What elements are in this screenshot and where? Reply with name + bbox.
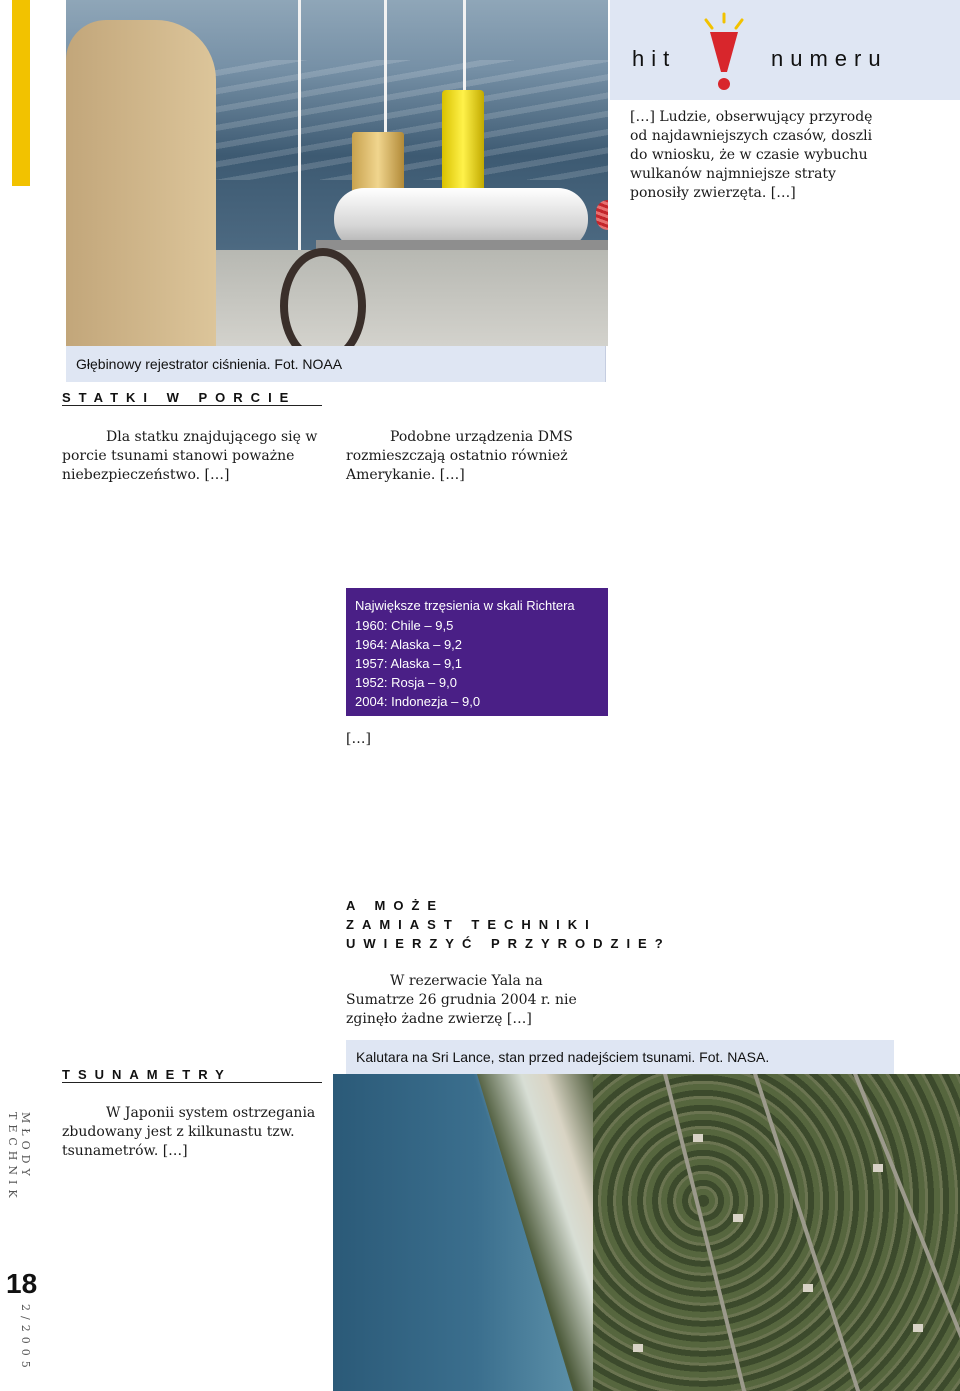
heading-rule bbox=[62, 1082, 322, 1083]
heading-a-moze-2: ZAMIAST TECHNIKI bbox=[346, 917, 597, 932]
column-middle bbox=[346, 428, 608, 485]
paragraph: […] Ludzie, obserwujący przyrodę od najdawniejszych czasów, doszli do wniosku, że w czasie wybuchu wulkanów najmniejsze straty ponosiły zwierzęta. […] bbox=[630, 109, 873, 201]
heading-a-moze-1: A MOŻE bbox=[346, 898, 445, 913]
column-middle-lower bbox=[346, 730, 608, 749]
richter-row: 1964: Alaska – 9,2 bbox=[355, 637, 463, 652]
accent-bar bbox=[12, 0, 30, 186]
page-number: 18 bbox=[6, 1268, 38, 1299]
heading-rule bbox=[62, 405, 322, 406]
richter-title: Największe trzęsienia w skali Richtera bbox=[355, 598, 575, 613]
column-a-moze bbox=[346, 972, 608, 1029]
issue-number: 2/2005 bbox=[19, 1304, 32, 1373]
paragraph: Dla statku znajdującego się w porcie tsunami stanowi poważne niebezpieczeństwo. […] bbox=[62, 429, 318, 483]
kalutara-satellite-photo bbox=[333, 1074, 960, 1391]
paragraph: […] bbox=[346, 731, 371, 747]
richter-row: 2004: Indonezja – 9,0 bbox=[355, 694, 481, 709]
heading-tsunametry: TSUNAMETRY bbox=[62, 1067, 232, 1082]
bottom-photo-caption: Kalutara na Sri Lance, stan przed nadejściem tsunami. Fot. NASA. bbox=[346, 1040, 894, 1074]
column-right bbox=[630, 108, 892, 203]
paragraph: Podobne urządzenia DMS rozmieszczają ostatnio również Amerykanie. […] bbox=[346, 429, 573, 483]
richter-row: 1957: Alaska – 9,1 bbox=[355, 656, 463, 671]
magazine-name: MŁODY TECHNIK bbox=[6, 1112, 32, 1203]
heading-statki: STATKI W PORCIE bbox=[62, 390, 297, 405]
column-tsunametry bbox=[62, 1104, 322, 1161]
pressure-recorder-photo bbox=[66, 0, 608, 346]
paragraph: W rezerwacie Yala na Sumatrze 26 grudnia 2004 r. nie zginęło żadne zwierzę […] bbox=[346, 973, 577, 1027]
exclamation-mark-icon bbox=[700, 12, 748, 94]
header-hit: hit bbox=[632, 46, 677, 71]
paragraph: W Japonii system ostrzegania zbudowany jest z kilkunastu tzw. tsunametrów. […] bbox=[62, 1105, 316, 1159]
heading-a-moze-3: UWIERZYĆ PRZYRODZIE? bbox=[346, 936, 671, 951]
richter-sidebar bbox=[346, 588, 608, 716]
richter-row: 1960: Chile – 9,5 bbox=[355, 618, 454, 633]
header-numeru: numeru bbox=[771, 46, 888, 71]
richter-row: 1952: Rosja – 9,0 bbox=[355, 675, 457, 690]
top-photo-caption: Głębinowy rejestrator ciśnienia. Fot. NOAA bbox=[66, 346, 606, 382]
column-statki bbox=[62, 428, 322, 485]
